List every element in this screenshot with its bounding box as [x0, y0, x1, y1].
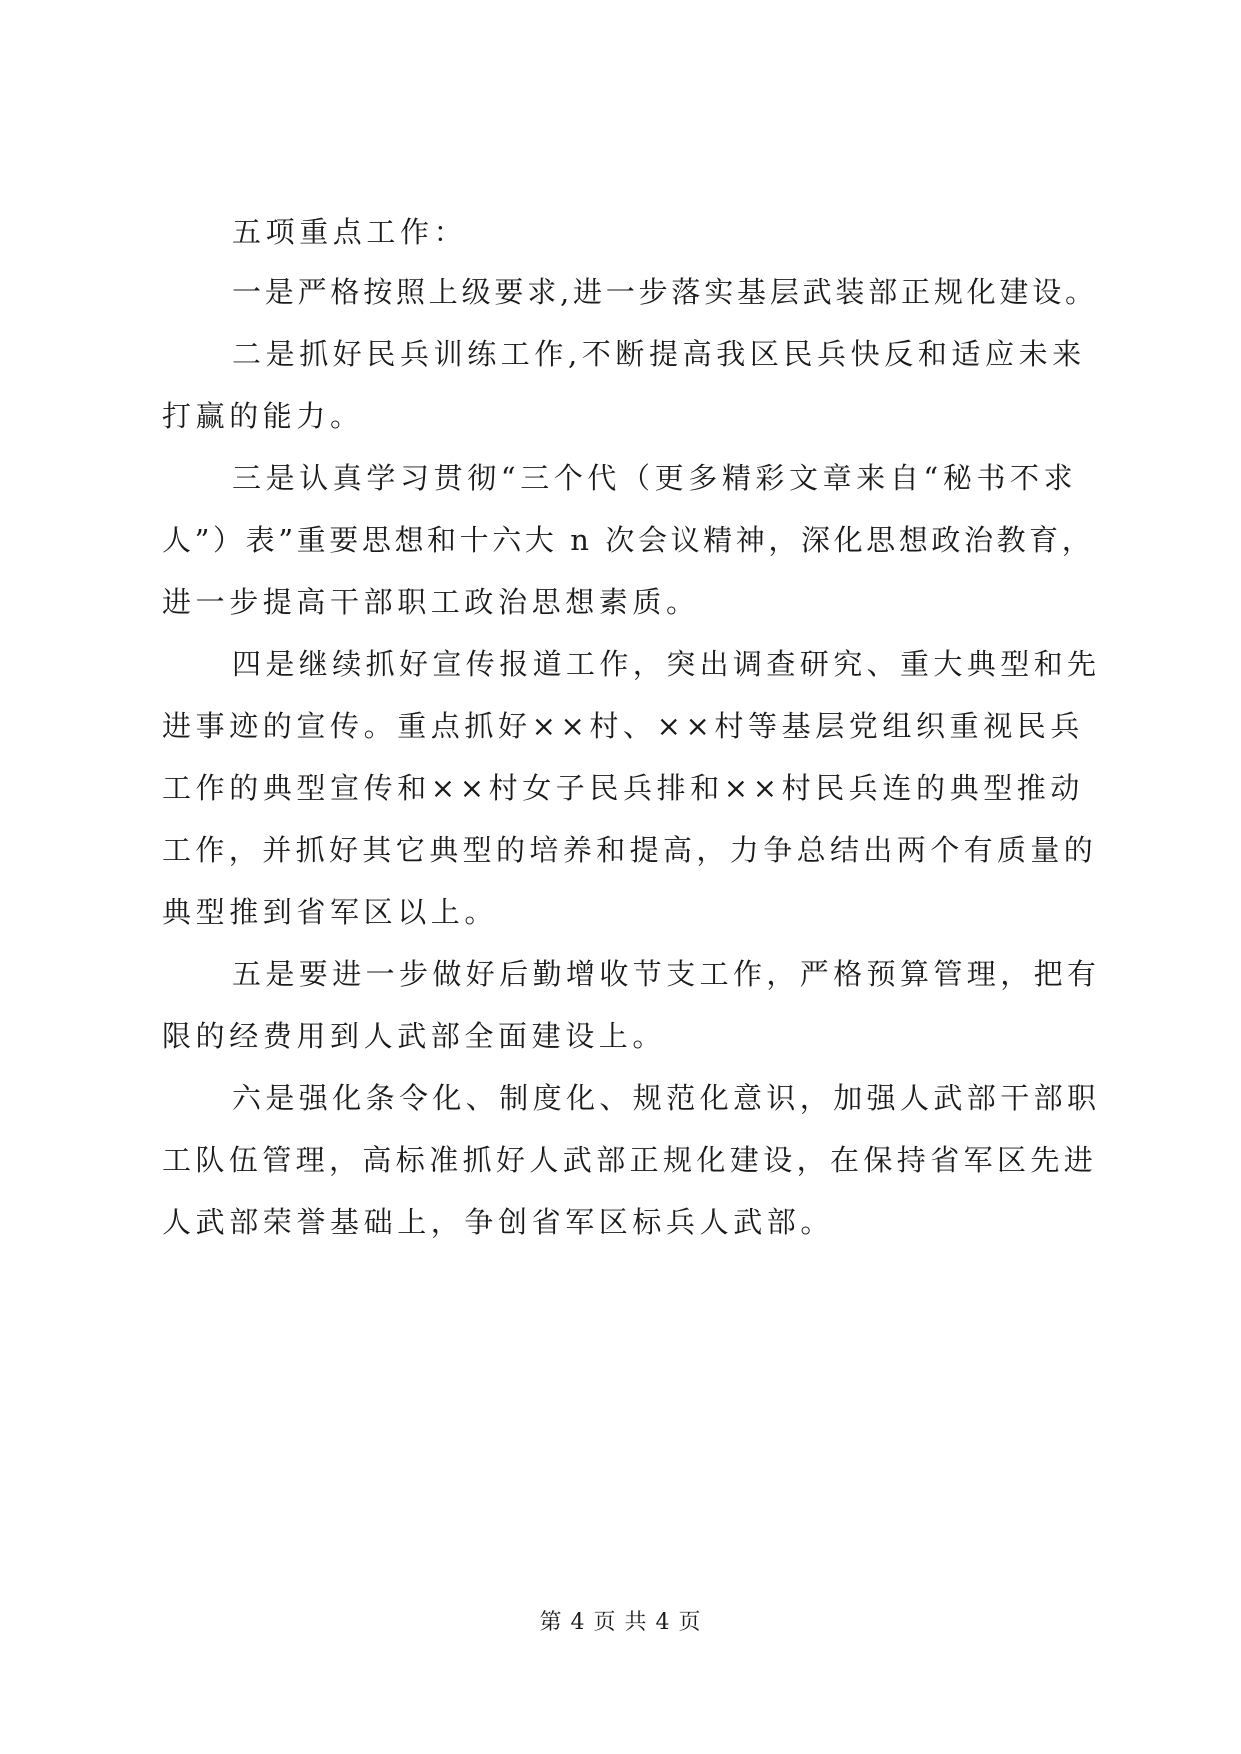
paragraph-line: 二是抓好民兵训练工作,不断提高我区民兵快反和适应未来	[232, 337, 1086, 371]
paragraph-line: 三是认真学习贯彻“三个代（更多精彩文章来自“秘书不求	[232, 461, 1078, 495]
paragraph-line: 限的经费用到人武部全面建设上。	[162, 1019, 667, 1053]
paragraph-line: 工队伍管理，高标准抓好人武部正规化建设，在保持省军区先进	[162, 1143, 1098, 1177]
paragraph-line: 进一步提高干部职工政治思想素质。	[162, 585, 700, 619]
paragraph-line: 四是继续抓好宣传报道工作，突出调查研究、重大典型和先	[232, 647, 1101, 681]
paragraph-line: 人武部荣誉基础上，争创省军区标兵人武部。	[162, 1205, 835, 1239]
paragraph-line: 进事迹的宣传。重点抓好××村、××村等基层党组织重视民兵	[162, 709, 1084, 743]
paragraph-line: 人”）表”重要思想和十六大 n 次会议精神，深化思想政治教育，	[162, 523, 1095, 557]
paragraph-line: 工作，并抓好其它典型的培养和提高，力争总结出两个有质量的	[162, 833, 1098, 867]
paragraph-line: 工作的典型宣传和××村女子民兵排和××村民兵连的典型推动	[162, 771, 1084, 805]
paragraph-line: 打赢的能力。	[162, 399, 364, 433]
paragraph-line: 五是要进一步做好后勤增收节支工作，严格预算管理，把有	[232, 957, 1101, 991]
paragraph-line: 五项重点工作：	[232, 215, 468, 249]
paragraph-line: 一是严格按照上级要求,进一步落实基层武装部正规化建设。	[232, 275, 1098, 309]
page-number-footer: 第 4 页 共 4 页	[539, 1610, 702, 1635]
paragraph-line: 六是强化条令化、制度化、规范化意识，加强人武部干部职	[232, 1081, 1101, 1115]
paragraph-line: 典型推到省军区以上。	[162, 895, 499, 929]
